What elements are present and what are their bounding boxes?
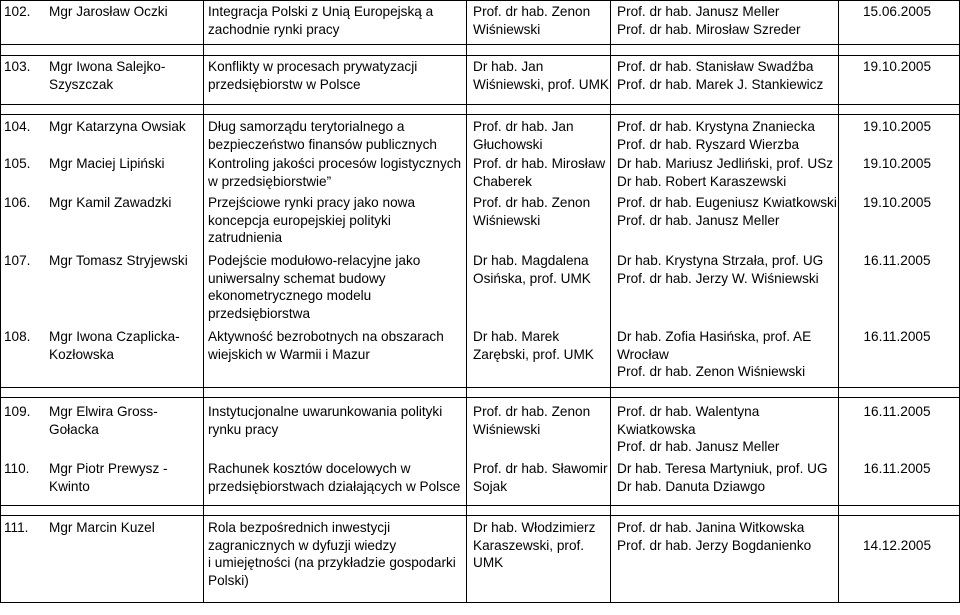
reviewers: Dr hab. Teresa Martyniuk, prof. UG Dr hab. Danuta Dziawgo — [617, 461, 828, 494]
col-rule — [838, 0, 839, 603]
rule — [0, 602, 960, 603]
defense-date: 16.11.2005 — [863, 253, 931, 268]
rule — [0, 505, 960, 506]
supervisor: Dr hab. Magdalena Osińska, prof. UMK — [473, 253, 591, 286]
row-number: 111. — [4, 520, 29, 535]
defense-date: 15.06.2005 — [862, 4, 932, 19]
reviewers: Prof. dr hab. Eugeniusz Kwiatkowski Prof. dr hab. Janusz Meller — [617, 195, 837, 228]
thesis-title: Rachunek kosztów docelowych w przedsiębiorstwach działających w Polsce — [208, 461, 461, 494]
row-number: 107. — [4, 253, 31, 268]
supervisor: Dr hab. Jan Wiśniewski, prof. UMK — [473, 59, 609, 92]
row-number: 106. — [4, 195, 31, 210]
thesis-title: Przejściowe rynki pracy jako nowa koncepcja europejskiej polityki zatrudnienia — [208, 195, 416, 245]
row-number: 102. — [4, 4, 31, 19]
rule — [0, 55, 960, 56]
rule — [0, 387, 960, 388]
candidate-name: Mgr Marcin Kuzel — [49, 520, 155, 535]
candidate-name: Mgr Iwona Salejko- Szyszczak — [49, 59, 166, 92]
rule — [0, 114, 960, 115]
supervisor: Prof. dr hab. Sławomir Sojak — [473, 461, 608, 494]
defense-date: 16.11.2005 — [863, 329, 931, 344]
supervisor: Prof. dr hab. Jan Głuchowski — [473, 119, 574, 152]
supervisor: Prof. dr hab. Zenon Wiśniewski — [473, 4, 591, 37]
candidate-name: Mgr Katarzyna Owsiak — [49, 119, 186, 134]
thesis-title: Dług samorządu terytorialnego a bezpieczeństwo finansów publicznych — [208, 119, 437, 152]
thesis-title: Instytucjonalne uwarunkowania polityki rynku pracy — [208, 404, 443, 437]
thesis-title: Aktywność bezrobotnych na obszarach wiejskich w Warmii i Mazur — [208, 329, 444, 362]
reviewers: Prof. dr hab. Krystyna Znaniecka Prof. dr hab. Ryszard Wierzba — [617, 119, 815, 152]
rule — [0, 104, 960, 105]
defense-date: 19.10.2005 — [862, 59, 932, 74]
supervisor: Prof. dr hab. Zenon Wiśniewski — [473, 404, 591, 437]
candidate-name: Mgr Tomasz Stryjewski — [49, 253, 188, 268]
thesis-title: Rola bezpośrednich inwestycji zagranicznych w dyfuzji wiedzy i umiejętności (na przykładzie gospodarki Polski) — [208, 520, 456, 588]
thesis-title: Konflikty w procesach prywatyzacji przedsiębiorstw w Polsce — [208, 59, 418, 92]
rule — [0, 515, 960, 516]
thesis-title: Kontroling jakości procesów logistycznych w przedsiębiorstwie” — [208, 156, 462, 189]
supervisor: Dr hab. Włodzimierz Karaszewski, prof. UMK — [473, 520, 596, 570]
supervisor: Prof. dr hab. Zenon Wiśniewski — [473, 195, 591, 228]
candidate-name: Mgr Piotr Prewysz - Kwinto — [49, 461, 168, 494]
row-number: 104. — [4, 119, 31, 134]
defense-date: 19.10.2005 — [862, 195, 932, 210]
thesis-title: Integracja Polski z Unią Europejską a zachodnie rynki pracy — [208, 4, 434, 37]
defense-date: 14.12.2005 — [862, 538, 932, 553]
reviewers: Prof. dr hab. Walentyna Kwiatkowska Prof. dr hab. Janusz Meller — [617, 404, 780, 454]
reviewers: Prof. dr hab. Janusz Meller Prof. dr hab. Mirosław Szreder — [617, 4, 801, 37]
candidate-name: Mgr Jarosław Oczki — [49, 4, 168, 19]
defense-date: 16.11.2005 — [863, 461, 931, 476]
col-rule — [466, 0, 467, 603]
col-rule — [0, 0, 1, 603]
row-number: 110. — [4, 461, 30, 476]
defense-date: 19.10.2005 — [862, 156, 932, 171]
rule — [0, 44, 960, 45]
reviewers: Prof. dr hab. Stanisław Swadźba Prof. dr hab. Marek J. Stankiewicz — [617, 59, 824, 92]
candidate-name: Mgr Iwona Czaplicka- Kozłowska — [49, 329, 180, 362]
thesis-title: Podejście modułowo-relacyjne jako uniwersalny schemat budowy ekonometrycznego modelu przedsiębiorstwa — [208, 253, 421, 321]
rule — [0, 0, 960, 1]
reviewers: Dr hab. Mariusz Jedliński, prof. USz Dr hab. Robert Karaszewski — [617, 156, 834, 189]
candidate-name: Mgr Kamil Zawadzki — [49, 195, 172, 210]
candidate-name: Mgr Elwira Gross- Gołacka — [49, 404, 158, 437]
defense-date: 19.10.2005 — [862, 119, 932, 134]
reviewers: Dr hab. Zofia Hasińska, prof. AE Wrocław Prof. dr hab. Zenon Wiśniewski — [617, 329, 812, 379]
col-rule — [610, 0, 611, 603]
row-number: 103. — [4, 59, 31, 74]
defense-date: 16.11.2005 — [863, 404, 931, 419]
supervisor: Dr hab. Marek Zarębski, prof. UMK — [473, 329, 594, 362]
supervisor: Prof. dr hab. Mirosław Chaberek — [473, 156, 606, 189]
rule — [0, 397, 960, 398]
reviewers: Prof. dr hab. Janina Witkowska Prof. dr hab. Jerzy Bogdanienko — [617, 520, 812, 553]
candidate-name: Mgr Maciej Lipiński — [49, 156, 165, 171]
row-number: 109. — [4, 404, 31, 419]
row-number: 105. — [4, 156, 31, 171]
reviewers: Dr hab. Krystyna Strzała, prof. UG Prof. dr hab. Jerzy W. Wiśniewski — [617, 253, 824, 286]
row-number: 108. — [4, 329, 31, 344]
col-rule — [203, 0, 204, 603]
